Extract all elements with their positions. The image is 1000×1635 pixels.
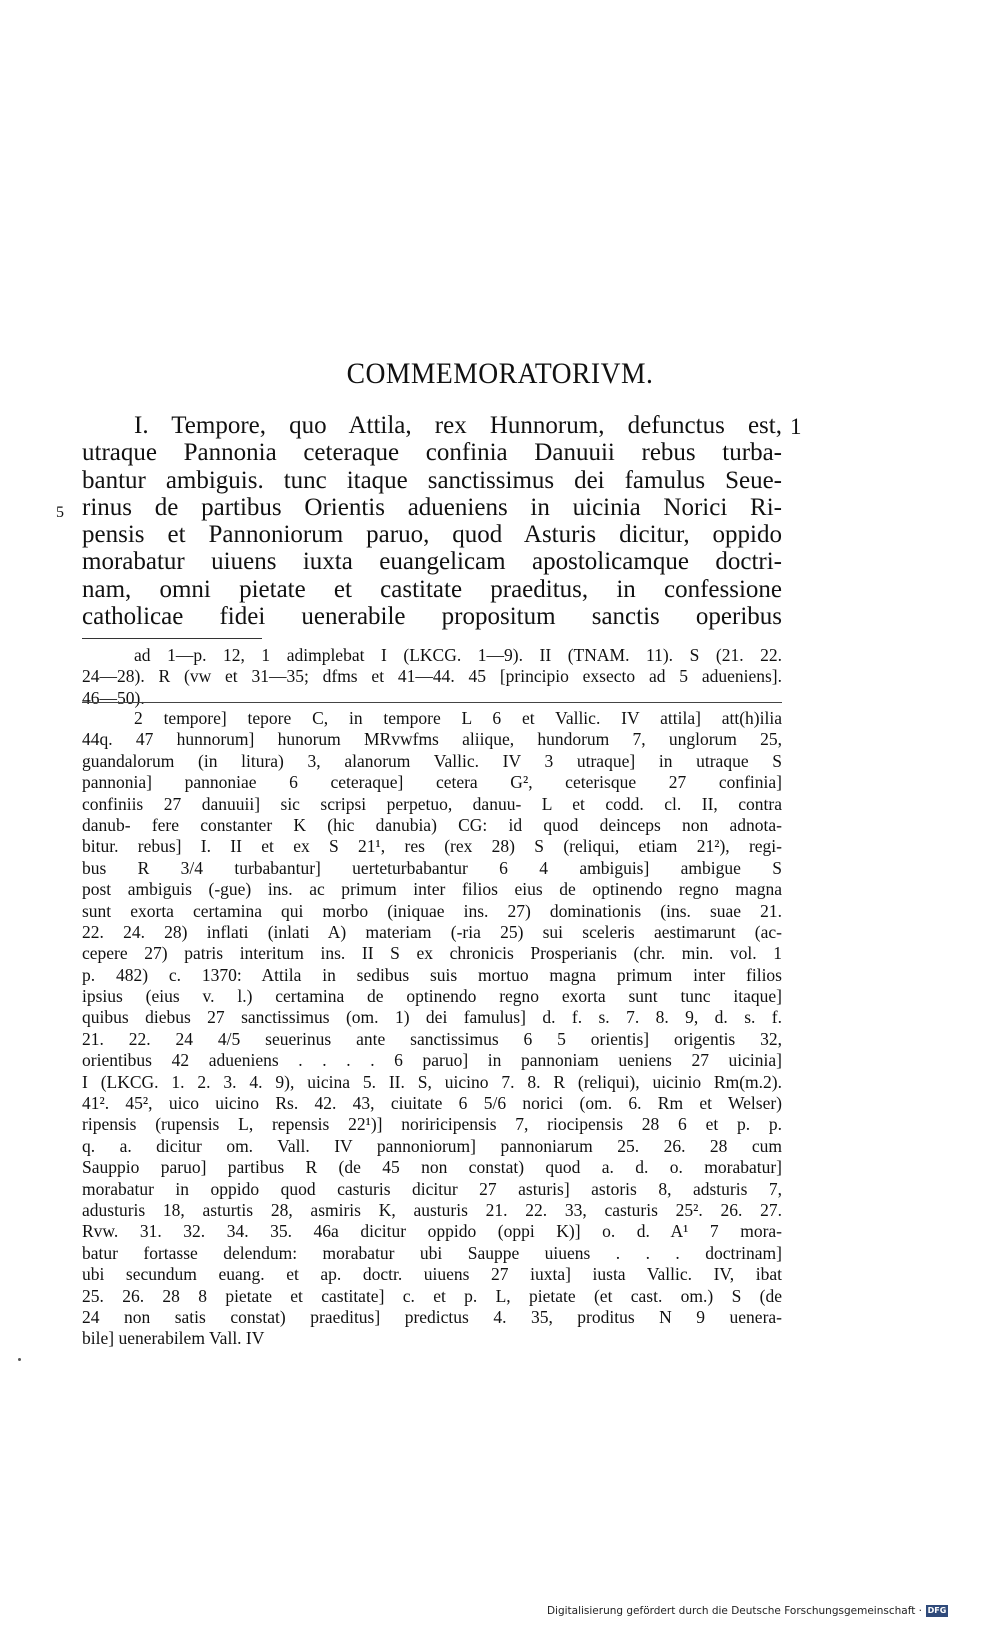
apparatus-line: bitur. rebus] I. II et ex S 21¹, res (rex 28) S (reliqui, etiam 21²), regi- <box>82 836 782 857</box>
apparatus-line: post ambiguis (-gue) ins. ac primum inter filios eius de optinendo regno magna <box>82 879 782 900</box>
apparatus-line: quibus diebus 27 sanctissimus (om. 1) dei famulus] d. f. s. 7. 8. 9, d. s. f. <box>82 1007 782 1028</box>
apparatus-line: ipsius (eius v. l.) certamina de optinendo regno exorta sunt tunc itaque] <box>82 986 782 1007</box>
apparatus-line: ubi secundum euang. et ap. doctr. uiuens 27 iuxta] iusta Vallic. IV, ibat <box>82 1264 782 1285</box>
main-text-line: bantur ambiguis. tunc itaque sanctissimus dei famulus Seue- <box>82 466 782 494</box>
apparatus-line: 22. 24. 28) inflati (inlati A) materiam (-ria 25) sui sceleris aestimarunt (ac- <box>82 921 782 942</box>
speck-mark <box>18 1358 21 1361</box>
apparatus-line: guandalorum (in litura) 3, alanorum Vallic. IV 3 utraque] in utraque S <box>82 750 782 771</box>
apparatus-line: 25. 26. 28 8 pietate et castitate] c. et p. L, pietate (et cast. om.) S (de <box>82 1285 782 1306</box>
main-text-line: nam, omni pietate et castitate praeditus, in confessione <box>82 575 782 603</box>
source-line: 46—50). <box>82 687 145 708</box>
digitization-footer <box>547 1605 948 1617</box>
apparatus-line: 21. 22. 24 4/5 seuerinus ante sanctissimus 6 5 orientis] origentis 32, <box>82 1028 782 1049</box>
apparatus-line: 24 non satis constat) praeditus] predictus 4. 35, proditus N 9 uenera- <box>82 1306 782 1327</box>
apparatus-line: morabatur in oppido quod casturis dicitur 27 asturis] astoris 8, adsturis 7, <box>82 1178 782 1199</box>
apparatus-line: 41². 45², uico uicino Rs. 42. 43, ciuitate 6 5/6 norici (om. 6. Rm et Welser) <box>82 1093 782 1114</box>
apparatus-line: pannonia] pannoniae 6 ceteraque] cetera G², ceterisque 27 confinia] <box>82 772 782 793</box>
margin-line-number-left: 5 <box>56 504 64 521</box>
main-text-line: rinus de partibus Orientis adueniens in uicinia Norici Ri- <box>82 493 782 521</box>
main-text-line: utraque Pannonia ceteraque confinia Danuuii rebus turba- <box>82 439 782 467</box>
dfg-logo-icon: DFG <box>927 1606 947 1615</box>
apparatus-line: p. 482) c. 1370: Attila in sedibus suis mortuo magna primum inter filios <box>82 964 782 985</box>
apparatus-line: Rvw. 31. 32. 34. 35. 46a dicitur oppido (oppi K)] o. d. A¹ 7 mora- <box>82 1221 782 1242</box>
apparatus-line: cepere 27) patris interitum ins. II S ex chronicis Prosperianis (chr. min. vol. 1 <box>82 943 782 964</box>
main-text <box>82 412 782 630</box>
apparatus-line: confiniis 27 danuuii] sic scripsi perpetuo, danuu- L et codd. cl. II, contra <box>82 793 782 814</box>
margin-line-number-right: 1 <box>790 414 802 439</box>
apparatus-line: batur fortasse delendum: morabatur ubi Sauppe uiuens . . . doctrinam] <box>82 1242 782 1263</box>
sources-apparatus <box>82 645 782 709</box>
apparatus-line: 44q. 47 hunnorum] hunorum MRvwfms aliique, hundorum 7, unglorum 25, <box>82 729 782 750</box>
source-line: 24—28). R (vw et 31—35; dfms et 41—44. 45 [principio exsecto ad 5 adueniens]. <box>82 666 782 687</box>
main-text-line: catholicae fidei uenerabile propositum sanctis operibus <box>82 603 782 631</box>
apparatus-line: sunt exorta certamina qui morbo (iniquae ins. 27) dominationis (ins. suae 21. <box>82 900 782 921</box>
source-line: ad 1—p. 12, 1 adimplebat I (LKCG. 1—9). II (TNAM. 11). S (21. 22. <box>134 645 782 665</box>
apparatus-line: danub- fere constanter K (hic danubia) CG: id quod deinceps non adnota- <box>82 814 782 835</box>
critical-apparatus <box>82 708 782 1350</box>
apparatus-line: 2 tempore] tepore C, in tempore L 6 et Vallic. IV attila] att(h)ilia <box>134 708 782 728</box>
footnote-separator <box>82 638 262 639</box>
main-text-line: morabatur uiuens iuxta euangelicam apostolicamque doctri- <box>82 548 782 576</box>
apparatus-line: orientibus 42 adueniens . . . . 6 paruo] in pannoniam ueniens 27 uicinia] <box>82 1050 782 1071</box>
main-text-line: I. Tempore, quo Attila, rex Hunnorum, defunctus est, <box>134 412 782 439</box>
apparatus-line: bus R 3/4 turbabantur] uerteturbabantur 6 4 ambiguis] ambigue S <box>82 857 782 878</box>
apparatus-line: bile] uenerabilem Vall. IV <box>82 1328 265 1349</box>
apparatus-line: I (LKCG. 1. 2. 3. 4. 9), uicina 5. II. S, uicino 7. 8. R (reliqui), uicinio Rm(m.2). <box>82 1071 782 1092</box>
page-title: COMMEMORATORIVM. <box>346 357 654 390</box>
apparatus-line: adusturis 18, asturtis 28, asmiris K, austuris 21. 22. 33, casturis 25². 26. 27. <box>82 1199 782 1220</box>
apparatus-line: ripensis (rupensis L, repensis 22¹)] noriricipensis 7, riocipensis 28 6 et p. p. <box>82 1114 782 1135</box>
apparatus-line: q. a. dicitur om. Vall. IV pannoniorum] pannoniarum 25. 26. 28 cum <box>82 1135 782 1156</box>
apparatus-line: Sauppio paruo] partibus R (de 45 non constat) quod a. d. o. morabatur] <box>82 1157 782 1178</box>
apparatus-separator <box>82 702 782 703</box>
main-text-line: pensis et Pannoniorum paruo, quod Asturis dicitur, oppido <box>82 521 782 549</box>
footer-text: Digitalisierung gefördert durch die Deutsche Forschungsgemeinschaft · <box>546 1605 922 1617</box>
